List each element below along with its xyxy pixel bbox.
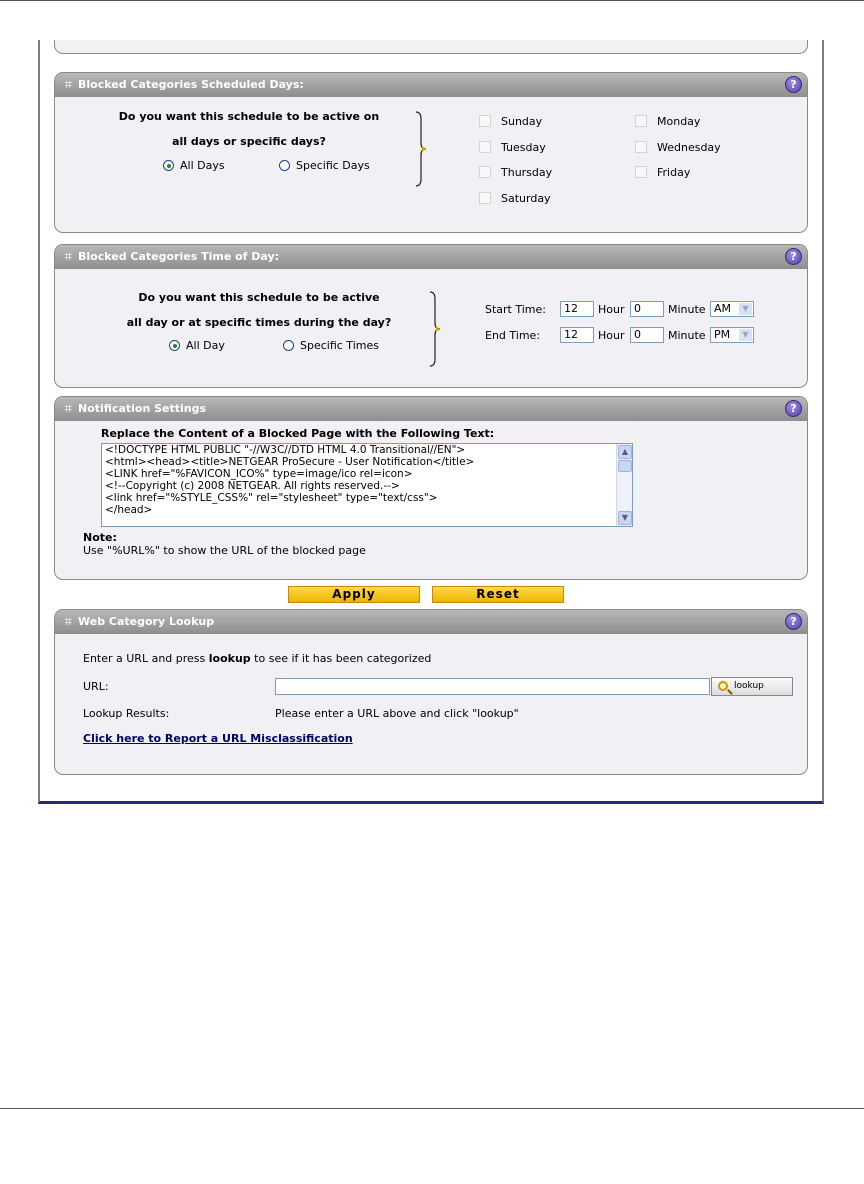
- specific-times-radio[interactable]: Specific Times: [283, 339, 379, 352]
- checkbox-friday[interactable]: Friday: [635, 166, 690, 179]
- checkbox-thursday[interactable]: Thursday: [479, 166, 552, 179]
- browser-content-frame: [38, 40, 824, 804]
- checkbox-tuesday[interactable]: Tuesday: [479, 141, 546, 154]
- days-question-line2: all days or specific days?: [172, 135, 326, 148]
- brace-icon: [429, 291, 439, 367]
- start-time-label: Start Time:: [485, 303, 546, 316]
- url-label: URL:: [83, 680, 109, 693]
- text-line: <link href="%STYLE_CSS%" rel="stylesheet" type="text/css">: [105, 492, 438, 504]
- help-icon[interactable]: ?: [785, 400, 802, 417]
- page-bottom-rule: [0, 1108, 864, 1109]
- panel-header: [55, 397, 807, 421]
- panel-header: [55, 245, 807, 269]
- help-icon[interactable]: ?: [785, 76, 802, 93]
- notification-heading: Replace the Content of a Blocked Page with the Following Text:: [101, 427, 495, 440]
- scroll-down-icon[interactable]: ▼: [618, 511, 632, 525]
- note-text: Use "%URL%" to show the URL of the blocked page: [83, 544, 366, 557]
- time-question-line2: all day or at specific times during the day?: [126, 316, 392, 329]
- apply-button[interactable]: Apply: [288, 586, 420, 603]
- time-of-day-panel: [54, 244, 808, 388]
- all-days-radio[interactable]: All Days: [163, 159, 225, 172]
- radio-selected-icon: [169, 340, 180, 351]
- text-line: </head>: [105, 504, 153, 516]
- checkbox-sunday[interactable]: Sunday: [479, 115, 542, 128]
- help-icon[interactable]: ?: [785, 248, 802, 265]
- days-question-line1: Do you want this schedule to be active on: [118, 110, 380, 123]
- specific-days-radio[interactable]: Specific Days: [279, 159, 370, 172]
- lookup-results-label: Lookup Results:: [83, 707, 170, 720]
- end-time-label: End Time:: [485, 329, 541, 342]
- panel-title: Web Category Lookup: [78, 615, 215, 628]
- end-hour-label: Hour: [598, 329, 625, 342]
- grip-icon: [65, 253, 72, 260]
- text-line: <!--Copyright (c) 2008 NETGEAR. All rights reserved.-->: [105, 480, 400, 492]
- web-category-lookup-panel: [54, 609, 808, 775]
- notification-settings-panel: [54, 396, 808, 580]
- previous-panel-bottom: [54, 40, 808, 54]
- panel-title: Blocked Categories Scheduled Days:: [78, 78, 304, 91]
- radio-icon: [283, 340, 294, 351]
- text-line: <LINK href="%FAVICON_ICO%" type=image/ico rel=icon>: [105, 468, 413, 480]
- url-input[interactable]: [275, 678, 710, 695]
- page-top-rule: [0, 0, 864, 1]
- checkbox-saturday[interactable]: Saturday: [479, 192, 551, 205]
- panel-header: [55, 73, 807, 97]
- report-misclassification-link[interactable]: Click here to Report a URL Misclassification: [83, 732, 353, 745]
- magnifier-icon: [718, 681, 728, 691]
- grip-icon: [65, 81, 72, 88]
- scheduled-days-panel: [54, 72, 808, 233]
- start-hour-input[interactable]: 12: [560, 301, 594, 317]
- grip-icon: [65, 405, 72, 412]
- panel-title: Blocked Categories Time of Day:: [78, 250, 280, 263]
- help-icon[interactable]: ?: [785, 613, 802, 630]
- reset-button[interactable]: Reset: [432, 586, 564, 603]
- start-minute-label: Minute: [668, 303, 706, 316]
- panel-header: [55, 610, 807, 634]
- chevron-down-icon: ▼: [739, 303, 752, 315]
- end-minute-input[interactable]: 0: [630, 327, 664, 343]
- radio-selected-icon: [163, 160, 174, 171]
- text-line: <!DOCTYPE HTML PUBLIC "-//W3C//DTD HTML 4.0 Transitional//EN">: [105, 444, 466, 456]
- all-day-radio[interactable]: All Day: [169, 339, 225, 352]
- lookup-button[interactable]: lookup: [711, 677, 793, 696]
- notification-text-area[interactable]: [101, 443, 633, 527]
- scroll-up-icon[interactable]: ▲: [618, 445, 632, 459]
- brace-icon: [415, 111, 425, 187]
- lookup-results-text: Please enter a URL above and click "lookup": [275, 707, 519, 720]
- chevron-down-icon: ▼: [739, 329, 752, 341]
- end-ampm-select[interactable]: PM ▼: [710, 327, 754, 343]
- time-question-line1: Do you want this schedule to be active: [138, 291, 380, 304]
- end-hour-input[interactable]: 12: [560, 327, 594, 343]
- lookup-intro: Enter a URL and press lookup to see if it has been categorized: [83, 652, 432, 665]
- radio-icon: [279, 160, 290, 171]
- start-minute-input[interactable]: 0: [630, 301, 664, 317]
- end-minute-label: Minute: [668, 329, 706, 342]
- checkbox-wednesday[interactable]: Wednesday: [635, 141, 721, 154]
- scroll-thumb[interactable]: [618, 460, 632, 472]
- checkbox-monday[interactable]: Monday: [635, 115, 700, 128]
- textarea-scrollbar[interactable]: [616, 444, 632, 526]
- start-ampm-select[interactable]: AM ▼: [710, 301, 754, 317]
- note-label: Note:: [83, 531, 117, 544]
- panel-title: Notification Settings: [78, 402, 207, 415]
- start-hour-label: Hour: [598, 303, 625, 316]
- text-line: <html><head><title>NETGEAR ProSecure - User Notification</title>: [105, 456, 475, 468]
- grip-icon: [65, 618, 72, 625]
